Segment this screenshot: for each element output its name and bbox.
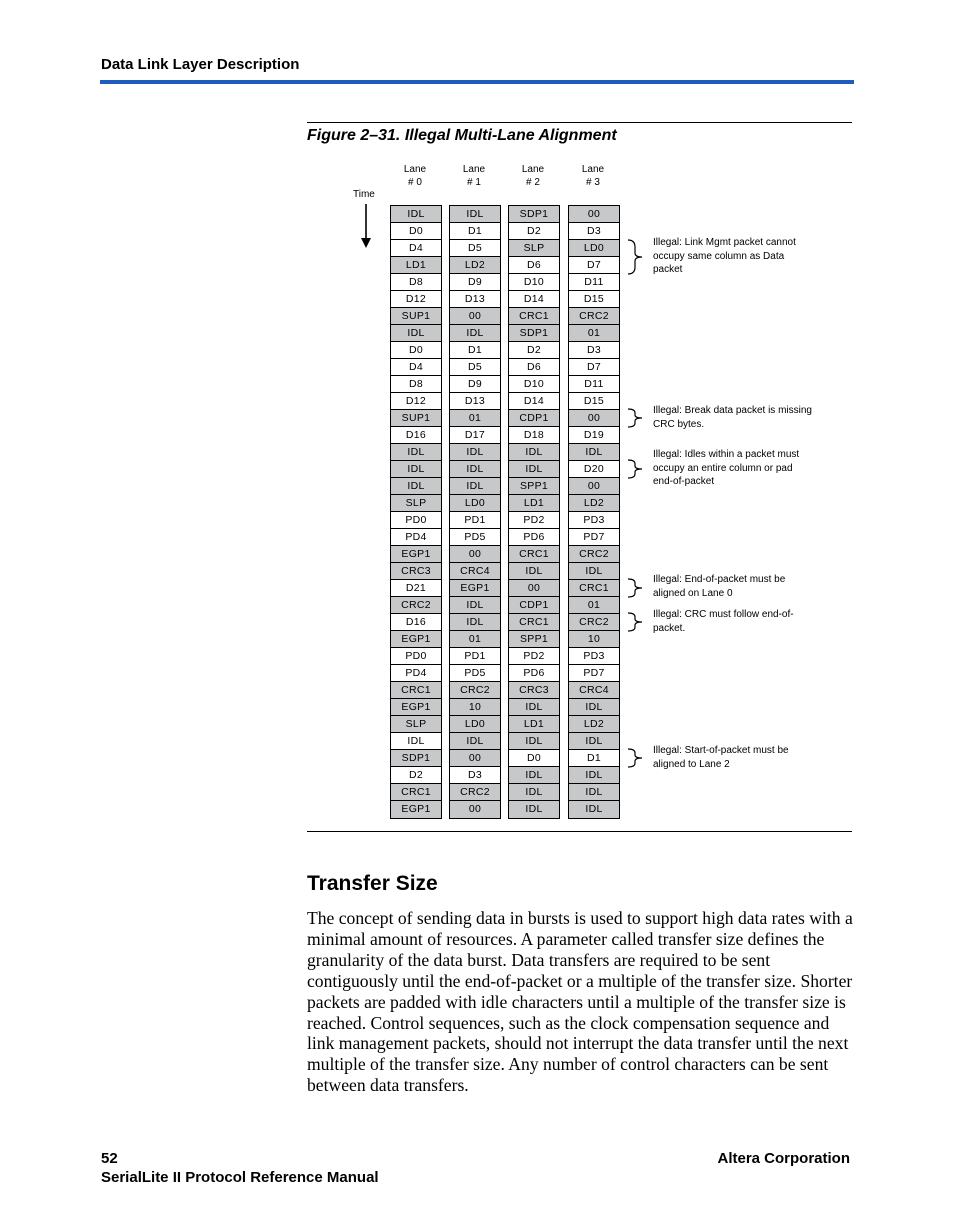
lane-2-heading: [507, 163, 559, 189]
symbol-cell: SDP1: [509, 206, 559, 223]
symbol-cell: IDL: [509, 733, 559, 750]
symbol-cell: 10: [450, 699, 500, 716]
symbol-cell: D9: [450, 376, 500, 393]
symbol-cell: D7: [569, 257, 619, 274]
symbol-cell: CRC1: [509, 308, 559, 325]
symbol-cell: D3: [569, 342, 619, 359]
symbol-cell: 10: [569, 631, 619, 648]
note-link-mgmt: Illegal: Link Mgmt packet cannot occupy same column as Data packet: [653, 237, 796, 275]
symbol-cell: IDL: [509, 699, 559, 716]
symbol-cell: IDL: [391, 206, 441, 223]
symbol-cell: D16: [391, 614, 441, 631]
symbol-cell: PD3: [569, 512, 619, 529]
symbol-cell: D5: [450, 359, 500, 376]
symbol-cell: CRC2: [450, 784, 500, 801]
symbol-cell: 01: [450, 410, 500, 427]
symbol-cell: D9: [450, 274, 500, 291]
symbol-cell: 00: [509, 580, 559, 597]
symbol-cell: IDL: [509, 444, 559, 461]
symbol-cell: D11: [569, 376, 619, 393]
symbol-cell: EGP1: [391, 546, 441, 563]
symbol-cell: IDL: [450, 597, 500, 614]
symbol-cell: 01: [569, 325, 619, 342]
symbol-cell: PD2: [509, 648, 559, 665]
symbol-cell: 01: [569, 597, 619, 614]
figure-bottom-rule: [307, 831, 852, 832]
symbol-cell: CRC2: [450, 682, 500, 699]
symbol-cell: PD7: [569, 529, 619, 546]
symbol-cell: IDL: [391, 461, 441, 478]
symbol-cell: PD6: [509, 529, 559, 546]
lane-0-column: [390, 205, 442, 819]
lane-heading-label: Lane: [403, 164, 427, 175]
symbol-cell: IDL: [450, 325, 500, 342]
symbol-cell: D16: [391, 427, 441, 444]
symbol-cell: PD6: [509, 665, 559, 682]
symbol-cell: IDL: [450, 444, 500, 461]
symbol-cell: D8: [391, 274, 441, 291]
symbol-cell: EGP1: [391, 699, 441, 716]
symbol-cell: D0: [509, 750, 559, 767]
figure-top-rule: [307, 122, 852, 123]
symbol-cell: PD4: [391, 529, 441, 546]
symbol-cell: D3: [450, 767, 500, 784]
lane-3-column: [568, 205, 620, 819]
symbol-cell: IDL: [509, 784, 559, 801]
body-paragraph: The concept of sending data in bursts is used to support high data rates with a minimal amount of resources. A parameter called transfer size defines the granularity of the data burst. Data transfers are required to be sent contiguously until the end-of-packet or a multiple of the transfer size. Shorter packets are padded with idle characters until a multiple of the transfer size is reached. Control sequences, such as the clock compensation sequence and link management packets, should not interrupt the data transfer until the next multiple of the transfer size. Any number of control characters can be sent between data transfers.: [307, 908, 853, 1096]
symbol-cell: PD5: [450, 665, 500, 682]
symbol-cell: CRC1: [509, 614, 559, 631]
symbol-cell: D10: [509, 376, 559, 393]
note-break-packet: Illegal: Break data packet is missing CRC bytes.: [653, 405, 812, 430]
symbol-cell: PD2: [509, 512, 559, 529]
brace-icon: [626, 408, 646, 428]
symbol-cell: D6: [509, 359, 559, 376]
symbol-cell: CRC3: [509, 682, 559, 699]
symbol-cell: IDL: [569, 444, 619, 461]
symbol-cell: IDL: [509, 801, 559, 818]
lane-1-column: [449, 205, 501, 819]
symbol-cell: D13: [450, 393, 500, 410]
symbol-cell: 00: [569, 478, 619, 495]
symbol-cell: LD0: [450, 495, 500, 512]
symbol-cell: IDL: [450, 733, 500, 750]
symbol-cell: CRC1: [569, 580, 619, 597]
symbol-cell: PD0: [391, 648, 441, 665]
symbol-cell: CRC3: [391, 563, 441, 580]
symbol-cell: IDL: [391, 444, 441, 461]
symbol-cell: SUP1: [391, 308, 441, 325]
symbol-cell: D14: [509, 291, 559, 308]
symbol-cell: D5: [450, 240, 500, 257]
lane-1-heading: [448, 163, 500, 189]
symbol-cell: PD0: [391, 512, 441, 529]
symbol-cell: SLP: [509, 240, 559, 257]
running-header: Data Link Layer Description: [101, 56, 300, 73]
note-start-of-packet: Illegal: Start-of-packet must be aligned to Lane 2: [653, 745, 789, 770]
symbol-cell: SLP: [391, 495, 441, 512]
symbol-cell: CRC2: [569, 546, 619, 563]
symbol-cell: D0: [391, 342, 441, 359]
symbol-cell: D17: [450, 427, 500, 444]
symbol-cell: SPP1: [509, 478, 559, 495]
symbol-cell: D2: [509, 223, 559, 240]
symbol-cell: D2: [391, 767, 441, 784]
symbol-cell: CRC1: [391, 682, 441, 699]
symbol-cell: IDL: [569, 801, 619, 818]
symbol-cell: IDL: [450, 461, 500, 478]
symbol-cell: 00: [450, 750, 500, 767]
symbol-cell: IDL: [450, 206, 500, 223]
symbol-cell: D8: [391, 376, 441, 393]
symbol-cell: PD4: [391, 665, 441, 682]
symbol-cell: D12: [391, 393, 441, 410]
header-rule: [100, 80, 854, 84]
footer-manual-title: SerialLite II Protocol Reference Manual: [101, 1169, 379, 1186]
time-label: Time: [353, 189, 375, 200]
symbol-cell: IDL: [569, 733, 619, 750]
symbol-cell: CDP1: [509, 410, 559, 427]
symbol-cell: D0: [391, 223, 441, 240]
symbol-cell: IDL: [391, 733, 441, 750]
symbol-cell: PD3: [569, 648, 619, 665]
symbol-cell: SLP: [391, 716, 441, 733]
symbol-cell: CRC2: [569, 308, 619, 325]
symbol-cell: D2: [509, 342, 559, 359]
symbol-cell: LD2: [569, 716, 619, 733]
symbol-cell: CRC2: [569, 614, 619, 631]
symbol-cell: 01: [450, 631, 500, 648]
lane-heading-label: Lane: [581, 164, 605, 175]
symbol-cell: D3: [569, 223, 619, 240]
symbol-cell: EGP1: [450, 580, 500, 597]
figure-caption: Figure 2–31. Illegal Multi-Lane Alignment: [307, 127, 617, 144]
symbol-cell: 00: [450, 546, 500, 563]
symbol-cell: IDL: [391, 325, 441, 342]
symbol-cell: D18: [509, 427, 559, 444]
symbol-cell: 00: [569, 206, 619, 223]
symbol-cell: IDL: [509, 461, 559, 478]
symbol-cell: 00: [450, 801, 500, 818]
symbol-cell: 00: [569, 410, 619, 427]
symbol-cell: SDP1: [509, 325, 559, 342]
symbol-cell: LD0: [569, 240, 619, 257]
symbol-cell: D1: [450, 342, 500, 359]
symbol-cell: CRC1: [509, 546, 559, 563]
brace-icon: [626, 748, 646, 768]
symbol-cell: 00: [450, 308, 500, 325]
lane-2-column: [508, 205, 560, 819]
symbol-cell: EGP1: [391, 631, 441, 648]
symbol-cell: IDL: [569, 563, 619, 580]
symbol-cell: IDL: [391, 478, 441, 495]
symbol-cell: CRC2: [391, 597, 441, 614]
symbol-cell: SDP1: [391, 750, 441, 767]
lane-heading-number: # 0: [408, 177, 422, 188]
section-heading: Transfer Size: [307, 872, 438, 895]
symbol-cell: D20: [569, 461, 619, 478]
symbol-cell: LD0: [450, 716, 500, 733]
symbol-cell: CDP1: [509, 597, 559, 614]
symbol-cell: D1: [450, 223, 500, 240]
symbol-cell: LD1: [509, 495, 559, 512]
lane-heading-label: Lane: [462, 164, 486, 175]
symbol-cell: D15: [569, 291, 619, 308]
symbol-cell: SPP1: [509, 631, 559, 648]
symbol-cell: IDL: [569, 699, 619, 716]
symbol-cell: IDL: [509, 767, 559, 784]
symbol-cell: CRC4: [450, 563, 500, 580]
symbol-cell: D19: [569, 427, 619, 444]
symbol-cell: LD2: [569, 495, 619, 512]
symbol-cell: D14: [509, 393, 559, 410]
symbol-cell: LD2: [450, 257, 500, 274]
lane-3-heading: [567, 163, 619, 189]
lane-heading-number: # 3: [586, 177, 600, 188]
symbol-cell: D11: [569, 274, 619, 291]
note-idles-column: Illegal: Idles within a packet must occupy an entire column or pad end-of-packet: [653, 449, 800, 487]
lane-0-heading: [389, 163, 441, 189]
symbol-cell: D13: [450, 291, 500, 308]
brace-icon: [626, 578, 646, 598]
symbol-cell: D12: [391, 291, 441, 308]
footer-page-number: 52: [101, 1150, 118, 1167]
symbol-cell: LD1: [509, 716, 559, 733]
symbol-cell: D10: [509, 274, 559, 291]
symbol-cell: D7: [569, 359, 619, 376]
brace-icon: [626, 612, 646, 632]
symbol-cell: D4: [391, 359, 441, 376]
symbol-cell: D1: [569, 750, 619, 767]
symbol-cell: EGP1: [391, 801, 441, 818]
time-arrow-icon: [359, 204, 373, 250]
symbol-cell: PD1: [450, 648, 500, 665]
lane-heading-number: # 1: [467, 177, 481, 188]
symbol-cell: PD1: [450, 512, 500, 529]
note-crc-follow: Illegal: CRC must follow end-of-packet.: [653, 609, 794, 634]
brace-icon: [626, 239, 646, 275]
footer-company: Altera Corporation: [717, 1150, 850, 1167]
symbol-cell: IDL: [450, 614, 500, 631]
symbol-cell: IDL: [569, 784, 619, 801]
symbol-cell: LD1: [391, 257, 441, 274]
lane-heading-label: Lane: [521, 164, 545, 175]
symbol-cell: D6: [509, 257, 559, 274]
symbol-cell: D4: [391, 240, 441, 257]
symbol-cell: SUP1: [391, 410, 441, 427]
note-end-of-packet: Illegal: End-of-packet must be aligned on Lane 0: [653, 574, 786, 599]
symbol-cell: IDL: [569, 767, 619, 784]
lane-heading-number: # 2: [526, 177, 540, 188]
symbol-cell: IDL: [450, 478, 500, 495]
symbol-cell: D15: [569, 393, 619, 410]
brace-icon: [626, 459, 646, 479]
symbol-cell: CRC1: [391, 784, 441, 801]
symbol-cell: CRC4: [569, 682, 619, 699]
symbol-cell: PD5: [450, 529, 500, 546]
symbol-cell: PD7: [569, 665, 619, 682]
symbol-cell: D21: [391, 580, 441, 597]
symbol-cell: IDL: [509, 563, 559, 580]
